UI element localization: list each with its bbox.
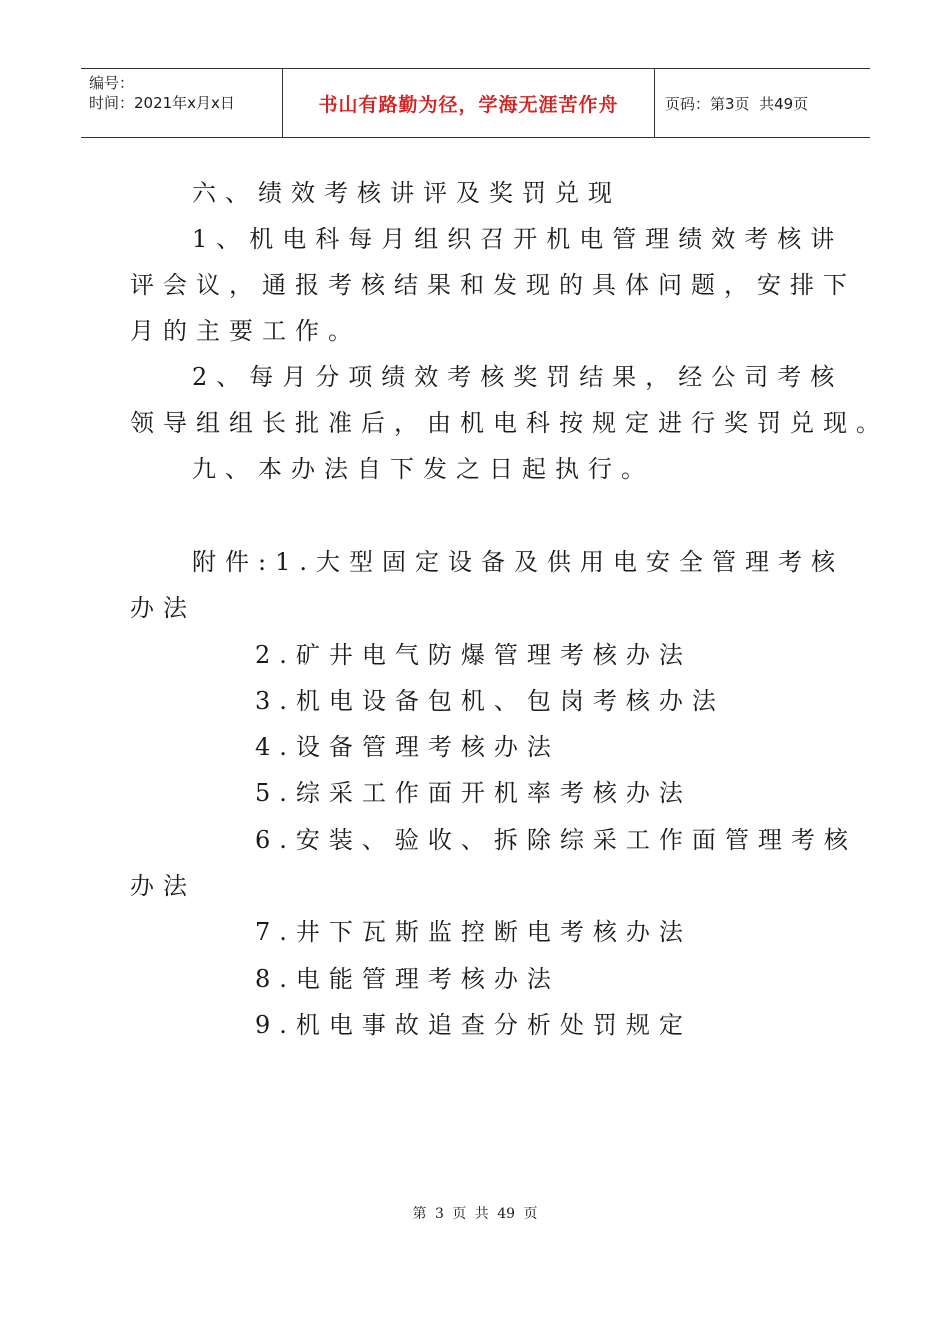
paragraph-line: 领导组组长批准后，由机电科按规定进行奖罚兑现。 — [130, 409, 889, 437]
attachment-item: 4.设备管理考核办法 — [255, 733, 560, 761]
attachment-item: 办法 — [130, 872, 196, 900]
paragraph-line: 2、每月分项绩效考核奖罚结果，经公司考核 — [192, 363, 844, 391]
header-meta — [81, 69, 282, 137]
attachment-heading: 附件:1.大型固定设备及供用电安全管理考核 — [192, 548, 844, 576]
paragraph-line: 评会议，通报考核结果和发现的具体问题，安排下 — [130, 271, 856, 299]
motto-text: 书山有路勤为径，学海无涯苦作舟 — [318, 93, 619, 116]
attachment-item: 9.机电事故追查分析处罚规定 — [255, 1011, 692, 1039]
page-footer — [0, 1203, 950, 1223]
attachment-item: 7.井下瓦斯监控断电考核办法 — [255, 918, 692, 946]
document-number: 编号： — [89, 74, 135, 92]
attachment-item: 办法 — [130, 594, 196, 622]
section-heading: 六、绩效考核讲评及奖罚兑现 — [192, 179, 621, 207]
document-time: 时间：2021年x月x日 — [89, 94, 235, 112]
paragraph-line: 月的主要工作。 — [130, 317, 361, 345]
header-motto — [282, 69, 655, 137]
attachment-item: 8.电能管理考核办法 — [255, 965, 560, 993]
attachment-item: 2.矿井电气防爆管理考核办法 — [255, 641, 692, 669]
attachment-item: 3.机电设备包机、包岗考核办法 — [255, 687, 725, 715]
footer-page-number: 第 3 页 共 49 页 — [412, 1206, 538, 1222]
page-info-text: 页码：第3页 共49页 — [665, 94, 809, 113]
paragraph-line: 1、机电科每月组织召开机电管理绩效考核讲 — [192, 225, 844, 253]
attachment-item: 5.综采工作面开机率考核办法 — [255, 779, 692, 807]
document-header — [81, 68, 870, 138]
section-heading: 九、本办法自下发之日起执行。 — [192, 455, 654, 483]
attachment-item: 6.安装、验收、拆除综采工作面管理考核 — [255, 826, 857, 854]
header-page-info — [655, 69, 870, 137]
